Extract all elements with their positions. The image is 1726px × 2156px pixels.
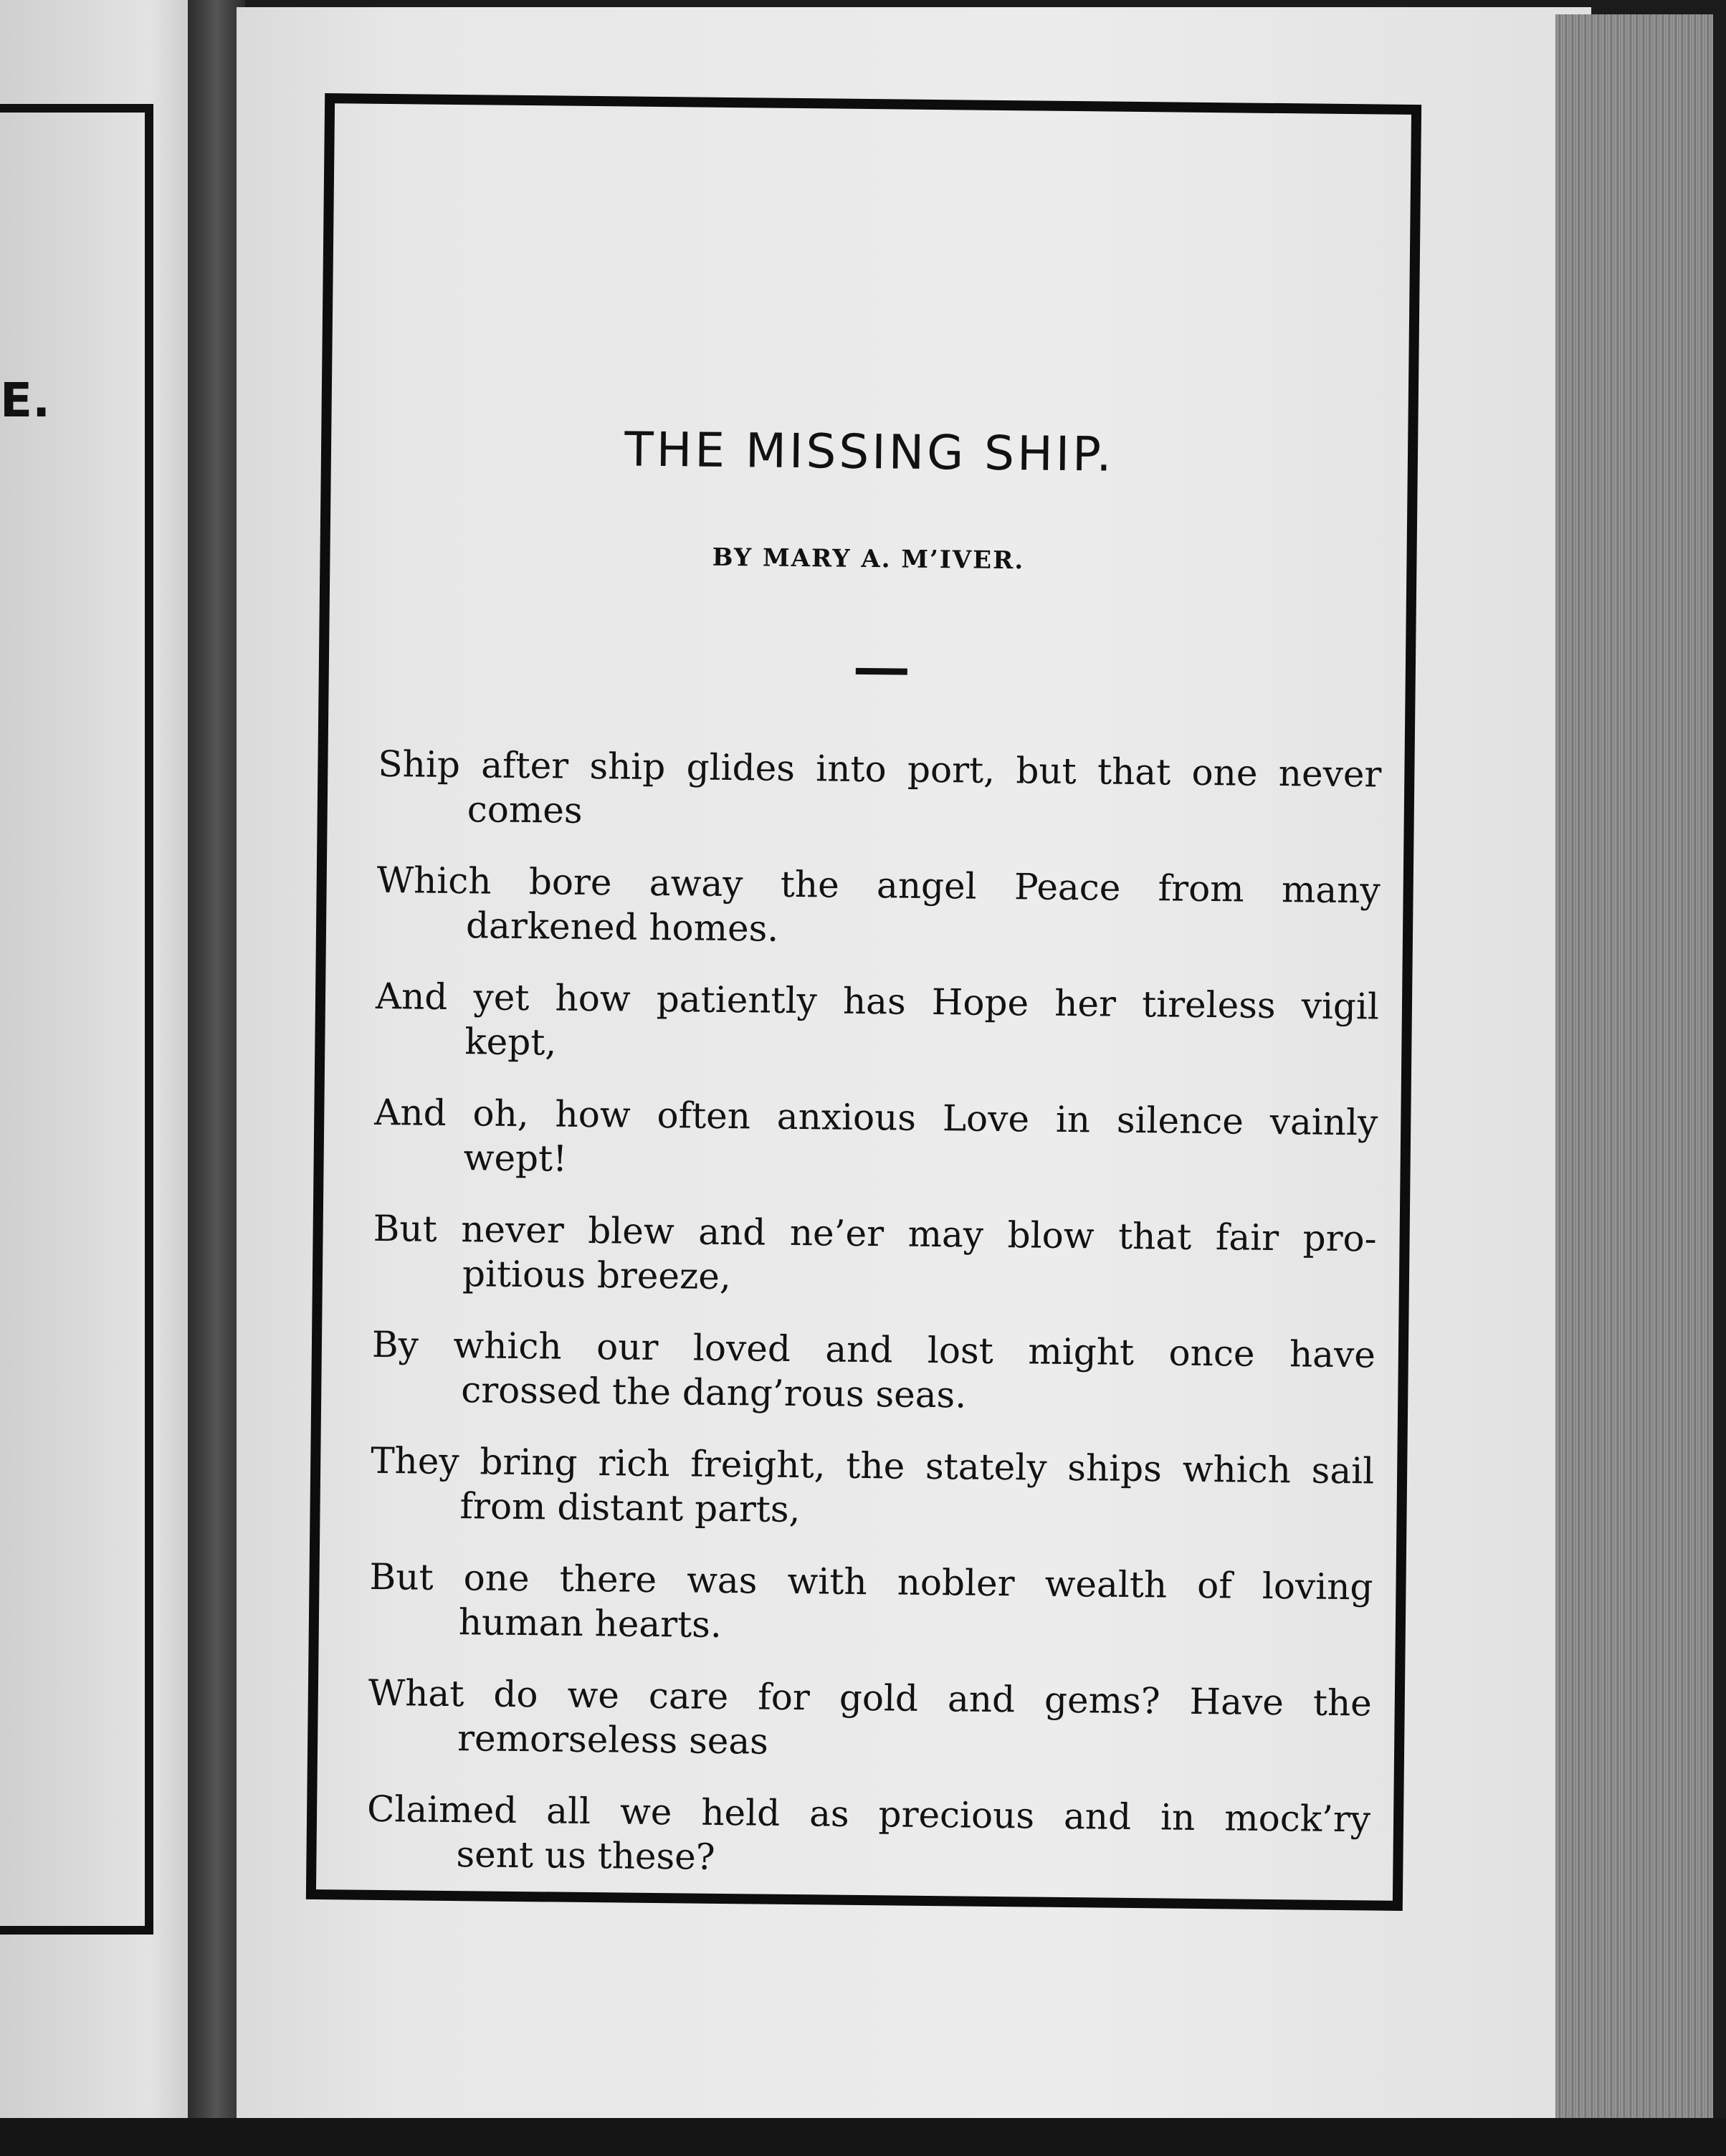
verse-line: But one there was with nobler wealth of loving: [369, 1555, 1373, 1608]
couplet: [366, 1787, 1370, 1886]
verse-line-continuation: from distant parts,: [459, 1485, 801, 1531]
verse-line-continuation: remorseless seas: [457, 1717, 769, 1763]
verse-line: Ship after ship glides into port, but that one never: [378, 743, 1382, 796]
verse-line: What do we care for gold and gems? Have the: [368, 1671, 1373, 1725]
verse-line: Claimed all we held as precious and in mock’ry: [366, 1788, 1371, 1841]
verse-line-continuation: kept,: [464, 1021, 557, 1064]
couplet: [370, 1439, 1374, 1538]
verse-line-continuation: wept!: [463, 1137, 568, 1180]
couplet: [377, 742, 1381, 841]
verse-line-continuation: sent us these?: [456, 1833, 715, 1878]
previous-page: [0, 0, 215, 2136]
verse-line-continuation: human hearts.: [458, 1601, 723, 1646]
verse-line-continuation: pitious breeze,: [462, 1253, 732, 1298]
title-rule: [856, 668, 907, 675]
verse-line-continuation: crossed the dang’rous seas.: [460, 1369, 967, 1416]
verse-line: But never blew and ne’er may blow that fair pro-: [373, 1207, 1377, 1260]
poem-title: THE MISSING SHIP.: [624, 421, 1115, 482]
poem-body: [366, 742, 1382, 1914]
couplet: [368, 1671, 1372, 1770]
verse-line: And oh, how often anxious Love in silence vainly: [374, 1091, 1378, 1144]
bottom-shadow: [0, 2118, 1726, 2156]
verse-line: They bring rich freight, the stately ships which sail: [370, 1439, 1375, 1492]
verse-line: Which bore away the angel Peace from many: [376, 859, 1381, 912]
poem-byline: BY MARY A. M’IVER.: [712, 543, 1025, 576]
couplet: [371, 1322, 1375, 1422]
couplet: [376, 858, 1381, 958]
verse-line: And yet how patiently has Hope her tireless vigil: [375, 975, 1380, 1028]
couplet: [375, 974, 1379, 1074]
verse-line-continuation: comes: [467, 788, 583, 831]
couplet: [369, 1555, 1373, 1654]
verse-line: By which our loved and lost might once have: [371, 1323, 1376, 1376]
page-edges: [1555, 14, 1713, 2118]
verse-line-continuation: darkened homes.: [465, 905, 779, 950]
previous-page-fragment: E.: [0, 373, 51, 428]
couplet: [373, 1090, 1378, 1190]
couplet: [373, 1206, 1377, 1306]
poem-frame: [306, 93, 1421, 1911]
